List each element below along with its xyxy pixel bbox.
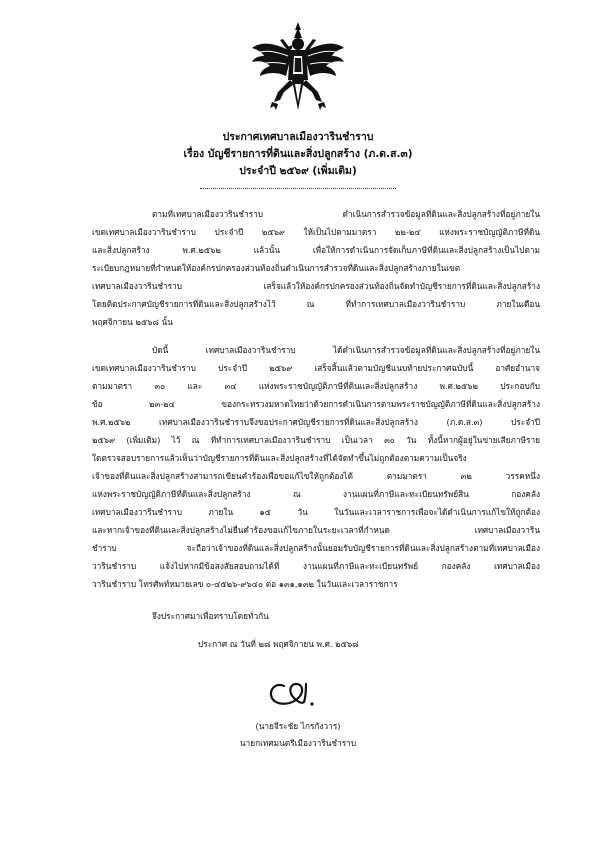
paragraph-2-line: วารินชำราบ แจ้งไปหากมีข้อสงสัยสอบถามได้ที่ งานแผนที่ภาษีและทะเบียนทรัพย์ กองคลัง เทศบาลเมือง — [92, 561, 540, 571]
announcement-issuer: ประกาศเทศบาลเมืองวารินชำราบ — [222, 131, 374, 143]
announcement-subject: เรื่อง บัญชีรายการที่ดินและสิ่งปลูกสร้าง (ภ.ด.ส.๓) — [183, 148, 413, 160]
paragraph-2-line: ๒๕๖๙ (เพิ่มเติม) ไว้ ณ ที่ทำการเทศบาลเมืองวารินชำราบ เป็นเวลา ๓๐ วัน ทั้งนี้หากผู้อยู่ในข่ายเสียภาษีราย — [92, 435, 540, 445]
paragraph-2-line: ตามมาตรา ๓๐ และ ๓๔ แห่งพระราชบัญญัติภาษีที่ดินและสิ่งปลูกสร้าง พ.ศ.๒๕๖๒ ประกอบกับ — [92, 381, 540, 391]
closing-statement: จึงประกาศมาเพื่อทราบโดยทั่วกัน — [152, 611, 269, 621]
handwritten-signature-icon — [262, 678, 324, 712]
paragraph-2-line: ข้อ ๒๓-๒๔ ของกระทรวงมหาดไทยว่าด้วยการดำเนินการตามพระราชบัญญัติภาษีที่ดินและสิ่งปลูกสร้าง — [92, 399, 540, 409]
paragraph-2-line: ใดตรวจสอบรายการแล้วเห็นว่าบัญชีรายการที่ดินและสิ่งปลูกสร้างที่ได้จัดทำขึ้นไม่ถูกต้องตามความเป็นจริง — [92, 453, 467, 463]
paragraph-2-line: พ.ศ.๒๕๖๒ เทศบาลเมืองวารินชำราบจึงขอประกาศบัญชีรายการที่ดินและสิ่งปลูกสร้าง (ภ.ด.ส.๓) ประจำปี — [92, 417, 540, 427]
paragraph-2-line: เขตเทศบาลเมืองวารินชำราบ ประจำปี ๒๕๖๙ เสร็จสิ้นแล้วตามบัญชีแนบท้ายประกาศฉบับนี้ อาศัยอำนาจ — [92, 363, 540, 373]
paragraph-1-line: พฤศจิกายน ๒๕๖๘ นั้น — [92, 317, 173, 327]
paragraph-1-line: เขตเทศบาลเมืองวารินชำราบ ประจำปี ๒๕๖๙ ให้เป็นไปตามมาตรา ๒๒-๒๔ แห่งพระราชบัญญัติภาษีที่ดิน — [92, 227, 540, 237]
paragraph-1-line: โดยติดประกาศบัญชีรายการที่ดินและสิ่งปลูกสร้างไว้ ณ ที่ทำการเทศบาลเมืองวารินชำราบ ภายในเดือน — [92, 299, 540, 309]
paragraph-2-line: วารินชำราบ โทรศัพท์หมายเลข ๐-๔๕๒๖-๙๖๔๐ ต่อ ๑๓๑,๑๓๒ ในวันและเวลาราชการ — [92, 579, 398, 589]
signatory-name: (นายจีระชัย ไกรกังวาร) — [255, 721, 341, 731]
paragraph-2-line: แห่งพระราชบัญญัติภาษีที่ดินและสิ่งปลูกสร้าง ณ งานแผนที่ภาษีและทะเบียนทรัพย์สิน กองคลัง — [92, 489, 540, 499]
signatory-position: นายกเทศมนตรีเมืองวารินชำราบ — [239, 738, 357, 748]
paragraph-2-line: บัดนี้ เทศบาลเมืองวารินชำราบ ได้ดำเนินการสำรวจข้อมูลที่ดินและสิ่งปลูกสร้างที่อยู่ภายใน — [152, 345, 540, 355]
announcement-year: ประจำปี ๒๕๖๙ (เพิ่มเติม) — [239, 165, 357, 177]
paragraph-1-line: ตามที่เทศบาลเมืองวารินชำราบ ดำเนินการสำรวจข้อมูลที่ดินและสิ่งปลูกสร้างที่อยู่ภายใน — [152, 209, 540, 219]
paragraph-1-line: และสิ่งปลูกสร้าง พ.ศ.๒๕๖๒ แล้วนั้น เพื่อให้การดำเนินการจัดเก็บภาษีที่ดินและสิ่งปลูกสร้างเป็นไปตาม — [92, 245, 540, 255]
announcement-date: ประกาศ ณ วันที่ ๒๘ พฤศจิกายน พ.ศ. ๒๕๖๘ — [198, 639, 359, 649]
paragraph-1-line: ระเบียบกฎหมายที่กำหนดให้องค์กรปกครองส่วนท้องถิ่นดำเนินการสำรวจที่ดินและสิ่งปลูกสร้างภายในเขต — [92, 263, 461, 273]
paragraph-2-line: เจ้าของที่ดินและสิ่งปลูกสร้างสามารถเขียนคำร้องเพื่อขอแก้ไขให้ถูกต้องได้ ตามมาตรา ๓๒ วรรคหนึ่ง — [92, 471, 540, 481]
title-separator — [200, 188, 396, 189]
paragraph-2-line: ชำราบ จะถือว่าเจ้าของที่ดินและสิ่งปลูกสร้างนั้นยอมรับบัญชีรายการที่ดินและสิ่งปลูกสร้างตามที่เทศบาลเมือง — [92, 543, 540, 553]
paragraph-2-line: เทศบาลเมืองวารินชำราบ ภายใน ๑๕ วัน ในวันและเวลาราชการเพื่อจะได้ดำเนินการแก้ไขให้ถูกต้อง — [92, 507, 540, 517]
paragraph-1-line: เทศบาลเมืองวารินชำราบ เสร็จแล้วให้องค์กรปกครองส่วนท้องถิ่นจัดทำบัญชีรายการที่ดินและสิ่งปลูกสร้าง — [92, 281, 540, 291]
garuda-emblem-icon — [248, 18, 348, 118]
paragraph-2-line: และหากเจ้าของที่ดินและสิ่งปลูกสร้างไม่ยื่นคำร้องขอแก้ไขภายในระยะเวลาที่กำหนด เทศบาลเมืองวาริน — [92, 525, 540, 535]
